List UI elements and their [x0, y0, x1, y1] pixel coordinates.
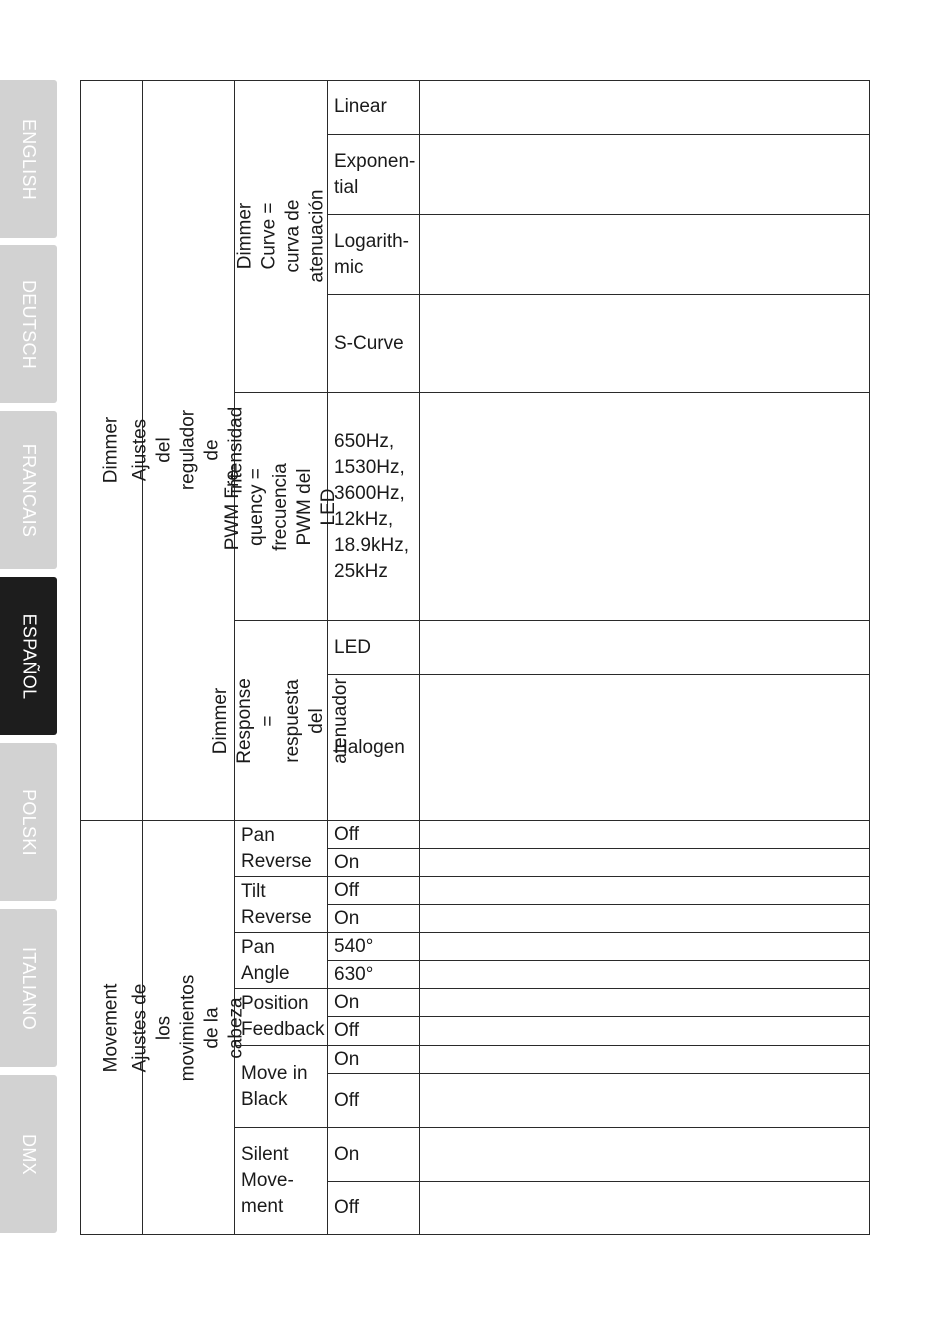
tab-italiano-label: ITALIANO	[19, 946, 39, 1030]
option-tilt-reverse-off-label: Off	[334, 879, 359, 901]
setting-dimmer-curve-label: Dimmer Curve = curva de atenuación	[234, 189, 327, 283]
setting-dimmer-response	[210, 621, 351, 821]
description-cell	[420, 80, 870, 135]
option-pan-angle-540-label: 540°	[334, 935, 374, 957]
option-pan-angle-630-label: 630°	[334, 963, 374, 985]
tab-polski-label: POLSKI	[19, 788, 39, 856]
option-pwm-frequencies-label: 650Hz, 1530Hz, 3600Hz, 12kHz, 18.9kHz, 25kHz	[334, 430, 409, 582]
option-exponential-label: Exponen- tial	[334, 150, 416, 198]
setting-pan-angle	[235, 933, 328, 989]
setting-tilt-reverse-label: Tilt Reverse	[241, 880, 312, 928]
description-cell	[420, 821, 870, 849]
description-cell	[420, 961, 870, 989]
option-position-feedback-on-label: On	[334, 991, 360, 1013]
setting-tilt-reverse	[235, 877, 328, 933]
setting-pwm-frequency-label: PWM Fre-quency = frecuencia PWM del LED	[222, 462, 339, 551]
tab-deutsch-label: DEUTSCH	[19, 279, 40, 369]
description-cell	[420, 1074, 870, 1128]
description-cell	[420, 621, 870, 675]
subgroup-movement	[129, 821, 247, 1235]
option-pan-angle-630	[328, 961, 420, 989]
option-pan-reverse-off-label: Off	[334, 823, 359, 845]
setting-pwm-frequency	[222, 393, 339, 621]
option-move-in-black-on	[328, 1046, 420, 1074]
option-silent-movement-off	[328, 1182, 420, 1235]
option-exponential	[328, 135, 420, 215]
tab-polski[interactable]	[0, 743, 57, 901]
option-logarithmic-label: Logarith- mic	[334, 230, 409, 278]
description-cell	[420, 933, 870, 961]
description-cell	[420, 1182, 870, 1235]
description-cell	[420, 675, 870, 821]
tab-francais[interactable]	[0, 411, 57, 569]
tab-espanol-label: ESPAÑOL	[19, 613, 39, 699]
option-pan-reverse-off	[328, 821, 420, 849]
option-linear-label: Linear	[334, 96, 387, 117]
setting-silent-movement	[235, 1128, 328, 1235]
setting-position-feedback	[235, 989, 328, 1046]
option-halogen-label: Halogen	[334, 736, 405, 758]
setting-dimmer-response-label: Dimmer Response = respuesta del atenuador	[210, 677, 351, 764]
description-cell	[420, 1046, 870, 1074]
option-silent-movement-off-label: Off	[334, 1197, 359, 1218]
option-pan-angle-540	[328, 933, 420, 961]
option-silent-movement-on-label: On	[334, 1143, 360, 1165]
setting-pan-reverse	[235, 821, 328, 877]
option-led-label: LED	[334, 636, 371, 658]
setting-silent-movement-label: Silent Move- ment	[241, 1144, 294, 1217]
description-cell	[420, 393, 870, 621]
tab-dmx[interactable]	[0, 1075, 57, 1233]
tab-english[interactable]	[0, 80, 57, 238]
option-tilt-reverse-on	[328, 905, 420, 933]
tab-dmx-label: DMX	[19, 1133, 39, 1175]
option-pwm-frequencies	[328, 393, 420, 621]
description-cell	[420, 849, 870, 877]
description-cell	[420, 905, 870, 933]
description-cell	[420, 295, 870, 393]
description-cell	[420, 135, 870, 215]
setting-move-in-black-label: Move in Black	[241, 1062, 308, 1110]
option-linear	[328, 80, 420, 135]
tab-francais-label: FRANCAIS	[19, 443, 40, 537]
tab-italiano[interactable]	[0, 909, 57, 1067]
subgroup-dimmer-label: Ajustes del regulador de intensidad	[129, 406, 247, 494]
option-pan-reverse-on	[328, 849, 420, 877]
option-s-curve-label: S-Curve	[334, 332, 404, 354]
description-cell	[420, 215, 870, 295]
option-position-feedback-off	[328, 1017, 420, 1046]
option-halogen	[328, 675, 420, 821]
option-move-in-black-off-label: Off	[334, 1089, 359, 1111]
option-logarithmic	[328, 215, 420, 295]
description-cell	[420, 1017, 870, 1046]
subgroup-movement-label: Ajustes de los movimientos de la cabeza	[129, 974, 247, 1081]
group-movement-label: Movement	[100, 983, 122, 1072]
option-pan-reverse-on-label: On	[334, 851, 360, 873]
group-dimmer-label: Dimmer	[100, 416, 121, 484]
setting-position-feedback-label: Position Feedback	[241, 993, 325, 1040]
tab-deutsch[interactable]	[0, 245, 57, 403]
option-tilt-reverse-on-label: On	[334, 907, 360, 929]
setting-move-in-black	[235, 1046, 328, 1128]
option-move-in-black-on-label: On	[334, 1048, 360, 1070]
setting-dimmer-curve	[235, 80, 328, 393]
option-position-feedback-on	[328, 989, 420, 1017]
option-move-in-black-off	[328, 1074, 420, 1128]
option-s-curve	[328, 295, 420, 393]
option-silent-movement-on	[328, 1128, 420, 1182]
option-position-feedback-off-label: Off	[334, 1020, 359, 1041]
option-led	[328, 621, 420, 675]
setting-pan-angle-label: Pan Angle	[241, 936, 290, 984]
setting-pan-reverse-label: Pan Reverse	[241, 824, 312, 872]
description-cell	[420, 1128, 870, 1182]
tab-english-label: ENGLISH	[19, 118, 39, 200]
option-tilt-reverse-off	[328, 877, 420, 905]
description-cell	[420, 989, 870, 1017]
tab-espanol[interactable]	[0, 577, 57, 735]
description-cell	[420, 877, 870, 905]
